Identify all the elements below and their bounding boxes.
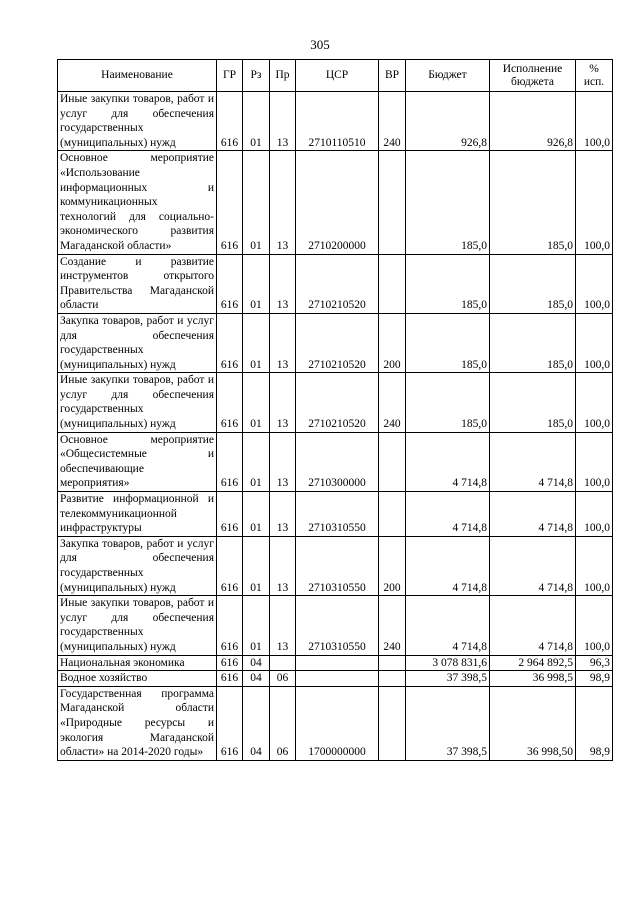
cell-csr: 2710200000 (296, 151, 379, 254)
cell-vr (379, 686, 406, 760)
cell-name: Водное хозяйство (58, 671, 217, 687)
table-row (58, 313, 613, 372)
cell-gr: 616 (217, 432, 243, 491)
header-pr: Пр (270, 60, 296, 92)
header-gr: ГР (217, 60, 243, 92)
table-row (58, 492, 613, 537)
table-row (58, 536, 613, 595)
table-row (58, 655, 613, 671)
cell-budget: 185,0 (406, 254, 490, 313)
cell-budget: 185,0 (406, 151, 490, 254)
cell-name: Закупка товаров, работ и услуг для обеспечения государственных (муниципальных) нужд (58, 313, 217, 372)
cell-vr: 200 (379, 313, 406, 372)
cell-execution: 2 964 892,5 (490, 655, 576, 671)
cell-csr: 2710310550 (296, 596, 379, 655)
cell-budget: 185,0 (406, 373, 490, 432)
cell-execution: 185,0 (490, 151, 576, 254)
cell-percent: 100,0 (576, 536, 613, 595)
budget-table (57, 59, 613, 761)
cell-rz: 01 (243, 432, 270, 491)
header-csr: ЦСР (296, 60, 379, 92)
cell-execution: 4 714,8 (490, 596, 576, 655)
cell-vr (379, 432, 406, 491)
cell-vr (379, 254, 406, 313)
cell-rz: 01 (243, 373, 270, 432)
cell-budget: 4 714,8 (406, 492, 490, 537)
table-row (58, 671, 613, 687)
cell-pr: 13 (270, 536, 296, 595)
cell-rz: 01 (243, 151, 270, 254)
cell-vr (379, 492, 406, 537)
cell-rz: 01 (243, 536, 270, 595)
cell-percent: 98,9 (576, 671, 613, 687)
cell-percent: 100,0 (576, 313, 613, 372)
page-number: 305 (310, 37, 330, 52)
cell-pr: 13 (270, 596, 296, 655)
cell-name: Закупка товаров, работ и услуг для обеспечения государственных (муниципальных) нужд (58, 536, 217, 595)
cell-budget: 185,0 (406, 313, 490, 372)
cell-execution: 185,0 (490, 313, 576, 372)
cell-budget: 4 714,8 (406, 596, 490, 655)
cell-name: Развитие информационной и телекоммуникационной инфраструктуры (58, 492, 217, 537)
cell-pr (270, 655, 296, 671)
cell-name: Государственная программа Магаданской области «Природные ресурсы и экология Магаданской области» на 2014-2020 годы» (58, 686, 217, 760)
cell-name: Основное мероприятие «Общесистемные и обеспечивающие мероприятия» (58, 432, 217, 491)
table-row (58, 151, 613, 254)
cell-gr: 616 (217, 373, 243, 432)
table-row (58, 596, 613, 655)
cell-gr: 616 (217, 655, 243, 671)
cell-execution: 4 714,8 (490, 536, 576, 595)
cell-name: Иные закупки товаров, работ и услуг для обеспечения государственных (муниципальных) нужд (58, 373, 217, 432)
header-execution: Исполнение бюджета (490, 60, 576, 92)
cell-execution: 36 998,5 (490, 671, 576, 687)
cell-rz: 01 (243, 596, 270, 655)
header-rz: Рз (243, 60, 270, 92)
cell-gr: 616 (217, 596, 243, 655)
cell-gr: 616 (217, 151, 243, 254)
table-row (58, 254, 613, 313)
cell-execution: 185,0 (490, 254, 576, 313)
cell-percent: 96,3 (576, 655, 613, 671)
table-row (58, 92, 613, 151)
cell-percent: 100,0 (576, 373, 613, 432)
cell-name: Иные закупки товаров, работ и услуг для обеспечения государственных (муниципальных) нужд (58, 596, 217, 655)
cell-execution: 926,8 (490, 92, 576, 151)
cell-pr: 13 (270, 254, 296, 313)
cell-name: Иные закупки товаров, работ и услуг для обеспечения государственных (муниципальных) нужд (58, 92, 217, 151)
cell-percent: 100,0 (576, 254, 613, 313)
cell-gr: 616 (217, 254, 243, 313)
cell-csr: 2710310550 (296, 492, 379, 537)
cell-execution: 36 998,50 (490, 686, 576, 760)
cell-name: Основное мероприятие «Использование информационных и коммуникационных технологий для социально-экономического развития Магаданской области» (58, 151, 217, 254)
header-row (58, 60, 613, 92)
cell-csr (296, 671, 379, 687)
cell-rz: 04 (243, 671, 270, 687)
cell-gr: 616 (217, 686, 243, 760)
cell-pr: 06 (270, 686, 296, 760)
cell-pr: 13 (270, 432, 296, 491)
header-vr: ВР (379, 60, 406, 92)
cell-rz: 04 (243, 655, 270, 671)
table-row (58, 373, 613, 432)
cell-gr: 616 (217, 92, 243, 151)
cell-csr: 1700000000 (296, 686, 379, 760)
cell-csr: 2710110510 (296, 92, 379, 151)
cell-pr: 13 (270, 151, 296, 254)
cell-execution: 4 714,8 (490, 492, 576, 537)
cell-vr: 240 (379, 92, 406, 151)
cell-name: Создание и развитие инструментов открытого Правительства Магаданской области (58, 254, 217, 313)
header-name: Наименование (58, 60, 217, 92)
cell-vr: 240 (379, 596, 406, 655)
cell-rz: 01 (243, 492, 270, 537)
cell-percent: 100,0 (576, 596, 613, 655)
cell-vr (379, 671, 406, 687)
cell-budget: 37 398,5 (406, 671, 490, 687)
cell-csr: 2710310550 (296, 536, 379, 595)
cell-pr: 13 (270, 492, 296, 537)
cell-csr: 2710300000 (296, 432, 379, 491)
cell-rz: 01 (243, 313, 270, 372)
cell-percent: 100,0 (576, 492, 613, 537)
cell-percent: 100,0 (576, 432, 613, 491)
cell-gr: 616 (217, 492, 243, 537)
cell-rz: 01 (243, 254, 270, 313)
cell-name: Национальная экономика (58, 655, 217, 671)
cell-csr: 2710210520 (296, 373, 379, 432)
cell-budget: 3 078 831,6 (406, 655, 490, 671)
cell-percent: 100,0 (576, 151, 613, 254)
cell-execution: 4 714,8 (490, 432, 576, 491)
cell-csr (296, 655, 379, 671)
cell-vr: 200 (379, 536, 406, 595)
cell-csr: 2710210520 (296, 254, 379, 313)
cell-csr: 2710210520 (296, 313, 379, 372)
cell-pr: 13 (270, 313, 296, 372)
cell-vr: 240 (379, 373, 406, 432)
cell-gr: 616 (217, 313, 243, 372)
cell-budget: 4 714,8 (406, 536, 490, 595)
header-percent: % исп. (576, 60, 613, 92)
cell-percent: 98,9 (576, 686, 613, 760)
cell-execution: 185,0 (490, 373, 576, 432)
table-row (58, 686, 613, 760)
cell-percent: 100,0 (576, 92, 613, 151)
cell-budget: 37 398,5 (406, 686, 490, 760)
cell-pr: 06 (270, 671, 296, 687)
table-row (58, 432, 613, 491)
cell-vr (379, 655, 406, 671)
cell-vr (379, 151, 406, 254)
cell-pr: 13 (270, 92, 296, 151)
cell-rz: 04 (243, 686, 270, 760)
cell-budget: 926,8 (406, 92, 490, 151)
cell-rz: 01 (243, 92, 270, 151)
cell-gr: 616 (217, 671, 243, 687)
cell-pr: 13 (270, 373, 296, 432)
cell-gr: 616 (217, 536, 243, 595)
cell-budget: 4 714,8 (406, 432, 490, 491)
header-budget: Бюджет (406, 60, 490, 92)
